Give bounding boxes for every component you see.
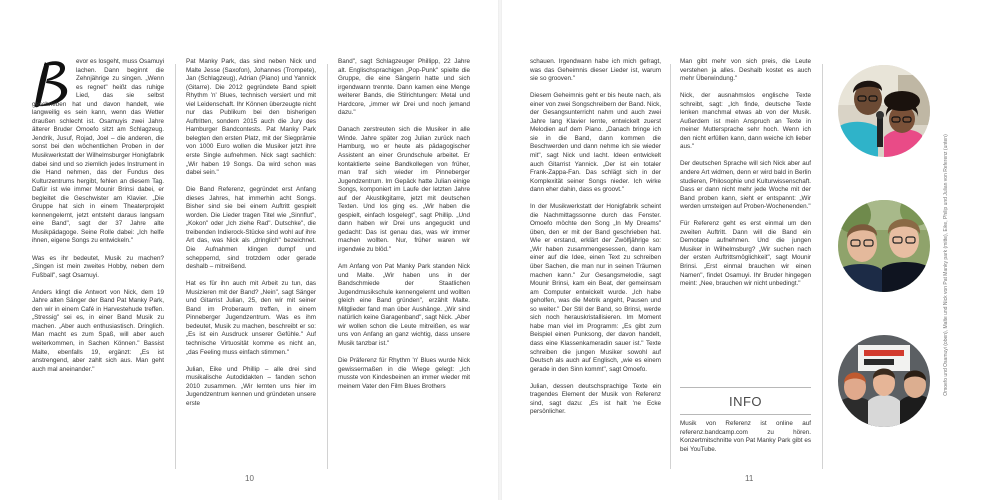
column-paragraph: Pat Manky Park, das sind neben Nick und Malte Jesse (Saxofon), Johannes (Trompete), Jan (Schlagzeug), Adrian (Piano) und Yannick (Gitarre). Die 2012 gegründete Band spielt Rhythm 'n' Blues, technisch versiert und mit viel Leidenschaft. Ihr Können überzeugte nicht nur das Publikum bei den bisherigen Auftritten, sondern 2015 auch die Jury des Hamburger Bandcontests. Pat Manky Park belegten den ersten Platz, mit der Siegprämie von 1000 Euro wollen die Musiker jetzt ihre erste Single aufnehmen. Nick sagt sachlich: „Wir haben 19 Songs. Da wird schon was dabei sein.": [186, 58, 316, 177]
column-divider: [175, 64, 176, 469]
photo-eike-philip-julian: [838, 335, 930, 427]
left-page-column-3: [338, 58, 470, 473]
column-paragraph: Band", sagt Schlagzeuger Phillipp, 22 Jahre alt. Englischsprachigen „Pop-Punk" spielte die Gruppe, die eine Sängerin hatte und sich irgendwann trennte. Dann kamen eine Menge weiterer Bands, die Stilrichtungen: Metal und Hardcore, „immer wir Drei und noch jemand dazu.": [338, 58, 470, 117]
column-paragraph: evor es losgeht, muss Osamuyi lachen. Dann beginnt die Zehnjährige zu singen. „Wenn es regnet" heißt das ruhige Lied, das sie selbst geschrieben hat und davon handelt, wie langweilig es sein kann, wenn das Wetter draußen schlecht ist. Osamuyis zwei Jahre älterer Bruder Omoefo sitzt am Schlagzeug. Jendrik, Jusuf, Rojad, Joel – die anderen, die sonst bei den wöchentlichen Proben in der Musikwerkstatt der Wilhelmsburger Honigfabrik dabei sind und so ziemlich jedes Instrument in die Hand nehmen, das der Fundus des Kulturzentrums hergibt, fehlen an diesem Tag. Dafür ist wie immer Mounir Brinsi dabei, er begleitet die Geschwister am Klavier. „Die Gruppe hat sich in einem Theaterprojekt kennengelernt, jetzt entsteht daraus langsam eine Band", sagt der 37 Jahre alte Musikpädagoge. Seine Rolle dabei: „Ich helfe ihnen, eigene Songs zu entwickeln.": [32, 58, 164, 245]
column-paragraph: schauen. Irgendwann habe ich mich gefragt, was das Geheimnis dieser Lieder ist, warum sie so grooven.": [530, 58, 661, 83]
column-paragraph: Anders klingt die Antwort von Nick, dem 19 Jahre alten Sänger der Band Pat Manky Park, den wir in einem Café in Harvestehude treffen. „Stressig" sei es, in einer Band Musik zu machen. „Aber auch enthusiastisch. Dringlich. Man macht es zum Spaß, will aber auch weiterkommen, in Sachen Können." Bassist Malte, ebenfalls 19, ergänzt: „Es ist anstrengend, aber zahlt sich aus. Man geht auch mal aneinander.": [32, 288, 164, 373]
column-paragraph: Nick, der ausnahmslos englische Texte schreibt, sagt: „Ich finde, deutsche Texte lenken manchmal etwas ab von der Musik. Außerdem ist mein Anspruch an Texte in meiner Muttersprache sehr hoch. Wenn ich den nicht erfüllen kann, dann weiche ich lieber aus.": [680, 92, 811, 151]
column-paragraph: Der deutschen Sprache will sich Nick aber auf andere Art widmen, denn er wird bald in Berlin studieren, Philosophie und Kulturwissenschaft. Dass er dann nicht mehr jede Woche mit der Band proben kann, sieht er entspannt: „Wir werden umsteigen auf Proben-Wochenenden.": [680, 160, 811, 211]
column-divider: [822, 64, 823, 469]
column-paragraph: Für Referenz geht es erst einmal um den zweiten Auftritt. Dann will die Band ein Demotape aufnehmen. Und die jungen Musiker in Wilhelmsburg? „Wir suchen nach der ersten Auftrittsmöglichkeit", sagt Mounir Brinsi. „Erst einmal brauchen wir einen Namen", findet Osamuyi. Ihr Bruder hingegen meint: „Nee, brauchen wir nicht unbedingt.": [680, 220, 811, 288]
column-paragraph: Danach zerstreuten sich die Musiker in alle Winde. Jahre später zog Julian zurück nach Hamburg, wo er heute als pädagogischer Assistent an einer Grundschule arbeitet. Er kontaktierte seine Bandkollegen von früher, man traf sich wieder im Pinneberger Jugendzentrum. Im Gepäck hatte Julian einige Songs, komponiert im Laufe der letzten Jahre auf der Akustikgitarre, jetzt mit deutschen Texten. Und los ging es. „Wir haben die gespielt, einfach losgelegt", sagt Phillip. „Und dann haben wir Drei uns angeguckt und gedacht: Das ist genau das, was wir immer machen wollten. Nur, früher waren wir irgendwie zu blöd.": [338, 126, 470, 253]
column-paragraph: Diesem Geheimnis geht er bis heute nach, als einer von zwei Songschreibern der Band. Nick, der Gesangsunterricht nahm und auch zwei Jahre lang Klavier lernte, entwickelt zuerst Melodien auf dem Piano. „Danach bringe ich sie in die Band, dann kommen die Beschwerden und dann nehme ich sie wieder mit", sagt Nick und lacht. Ideen entwickelt auch Gitarrist Yannick. „Der ist ein totaler Frank-Zappa-Fan. Das schlägt sich in der Komplexität seiner Songs nieder. Ich wirke dann eher dahin, dass es groovt.": [530, 92, 661, 194]
dropcap-spacer: [32, 58, 74, 98]
info-box: [680, 387, 811, 454]
photo-malte-nick: [838, 200, 930, 292]
column-paragraph: Die Band Referenz, gegründet erst Anfang dieses Jahres, hat immerhin acht Songs. Bisher sind sie bei einem Auftritt gespielt worden. Die Lieder tragen Titel wie „Sinnflut", „Kokon" oder „Ich ziehe Rad". Dutschke", die treibenden Indierock-Stücke sind wohl auf ihre Art das, was Nick als „dringlich" bezeichnet. Die Aufnahmen klingen dumpf und scheppernd, sind trotzdem oder gerade deshalb – mitreißend.: [186, 186, 316, 271]
column-paragraph: Am Anfang von Pat Manky Park standen Nick und Malte. „Wir haben uns in der Bandschmiede der Staatlichen Jugendmusikschule kennengelernt und wollten gleich eine Band gründen", erzählt Malte. Mitglieder fand man über Aushänge. „Wir sind natürlich keine Garagenband", sagt Nick. „Aber wir wollen schon die Leute mitreißen, es war uns von Anfang an ganz wichtig, dass unsere Musik tanzbar ist.": [338, 263, 470, 347]
info-bottom-rule: [680, 414, 811, 415]
left-page-column-1: [32, 58, 164, 473]
column-divider: [670, 64, 671, 469]
column-paragraph: Julian, dessen deutschsprachige Texte ein tragendes Element der Musik von Referenz sind, sagt dazu: „Es ist halt 'ne Ecke persönlicher.: [530, 382, 661, 416]
right-page-column-1: [530, 58, 661, 473]
column-divider: [327, 64, 328, 469]
info-text: Musik von Referenz ist online auf referenz.bandcamp.com zu hören. Konzertmitschnitte von Pat Manky Park gibt es bei YouTube.: [680, 420, 811, 453]
right-page-column-2: [680, 58, 811, 383]
column-paragraph: In der Musikwerkstatt der Honigfabrik scheint die Nachmittagssonne durch das Fenster. Omoefo möchte den Song „In My Dreams" üben, den er mit der Band geschrieben hat. Wie er erstand, erklärt der Zwölfjährige so: „Wir haben zusammengesessen, dann kam einer auf die Idee, einen Text zu schreiben über Sachen, die man nur in seinen Träumen machen kann." Zur Gesangsmelodie, sagt Mounir Brinsi, kam ein Beat, der gemeinsam am Computer entwickelt wurde. „Ich habe geholfen, was die Metrik angeht, Pausen und so weiter." Der Stil der Band, so Brinsi, werde sich noch herauskristallisieren. Im Moment habe man viel im Programm: „Es gibt zum Beispiel einen Punksong, der davon handelt, dass eine Klassenkameradin sauer ist." Texte schreiben die jungen Musiker sowohl auf Deutsch als auch auf Englisch, „wie es einem gerade in den Sinn kommt", sagt Omoefo.: [530, 203, 661, 373]
page-number-left: 10: [245, 474, 254, 483]
column-paragraph: Man gibt mehr von sich preis, die Leute verstehen ja alles. Deshalb kostet es auch mehr Überwindung.": [680, 58, 811, 83]
photo-omoefo-osamuyi: [838, 65, 930, 157]
page-gutter: [498, 0, 502, 500]
photo-credit: [941, 60, 951, 470]
left-page-column-2: [186, 58, 316, 473]
info-title: INFO: [728, 394, 763, 409]
column-paragraph: Julian, Eike und Phillip – alle drei sind musikalische Autodidakten – fanden schon 2010 zusammen. „Wir lernten uns hier im Jugendzentrum kennen und gründeten unsere erste: [186, 365, 316, 407]
column-paragraph: Was es ihr bedeutet, Musik zu machen? „Singen ist mein zweites Hobby, neben dem Fußball", sagt Osamuyi.: [32, 254, 164, 279]
photo-credit-text: Omoefo und Osamuyi (oben), Malte und Nick von Pat Manky park (mitte), Eike, Philip und Julian von Referenz (unten): [943, 134, 949, 396]
page-number-right: 11: [745, 474, 754, 483]
column-paragraph: Die Präferenz für Rhythm 'n' Blues wurde Nick gewissermaßen in die Wiege gelegt: „Ich musste von Kindesbeinen an immer wieder mit meinem Vater den Film Blues Brothers: [338, 357, 470, 390]
column-paragraph: Hat es für ihn auch mit Arbeit zu tun, das Musizieren mit der Band? „Nein", sagt Sänger und Gitarrist Julian, 25, den wir mit seiner Band im Proberaum treffen, in einem Pinneberger Jugendzentrum. Was es ihm bedeutet, Musik zu machen, beschreibt er so: „Es ist ein Ausdruck unserer Gefühle." Auf technische Virtuosität komme es nicht an, „das Feeling muss einfach stimmen.": [186, 280, 316, 356]
